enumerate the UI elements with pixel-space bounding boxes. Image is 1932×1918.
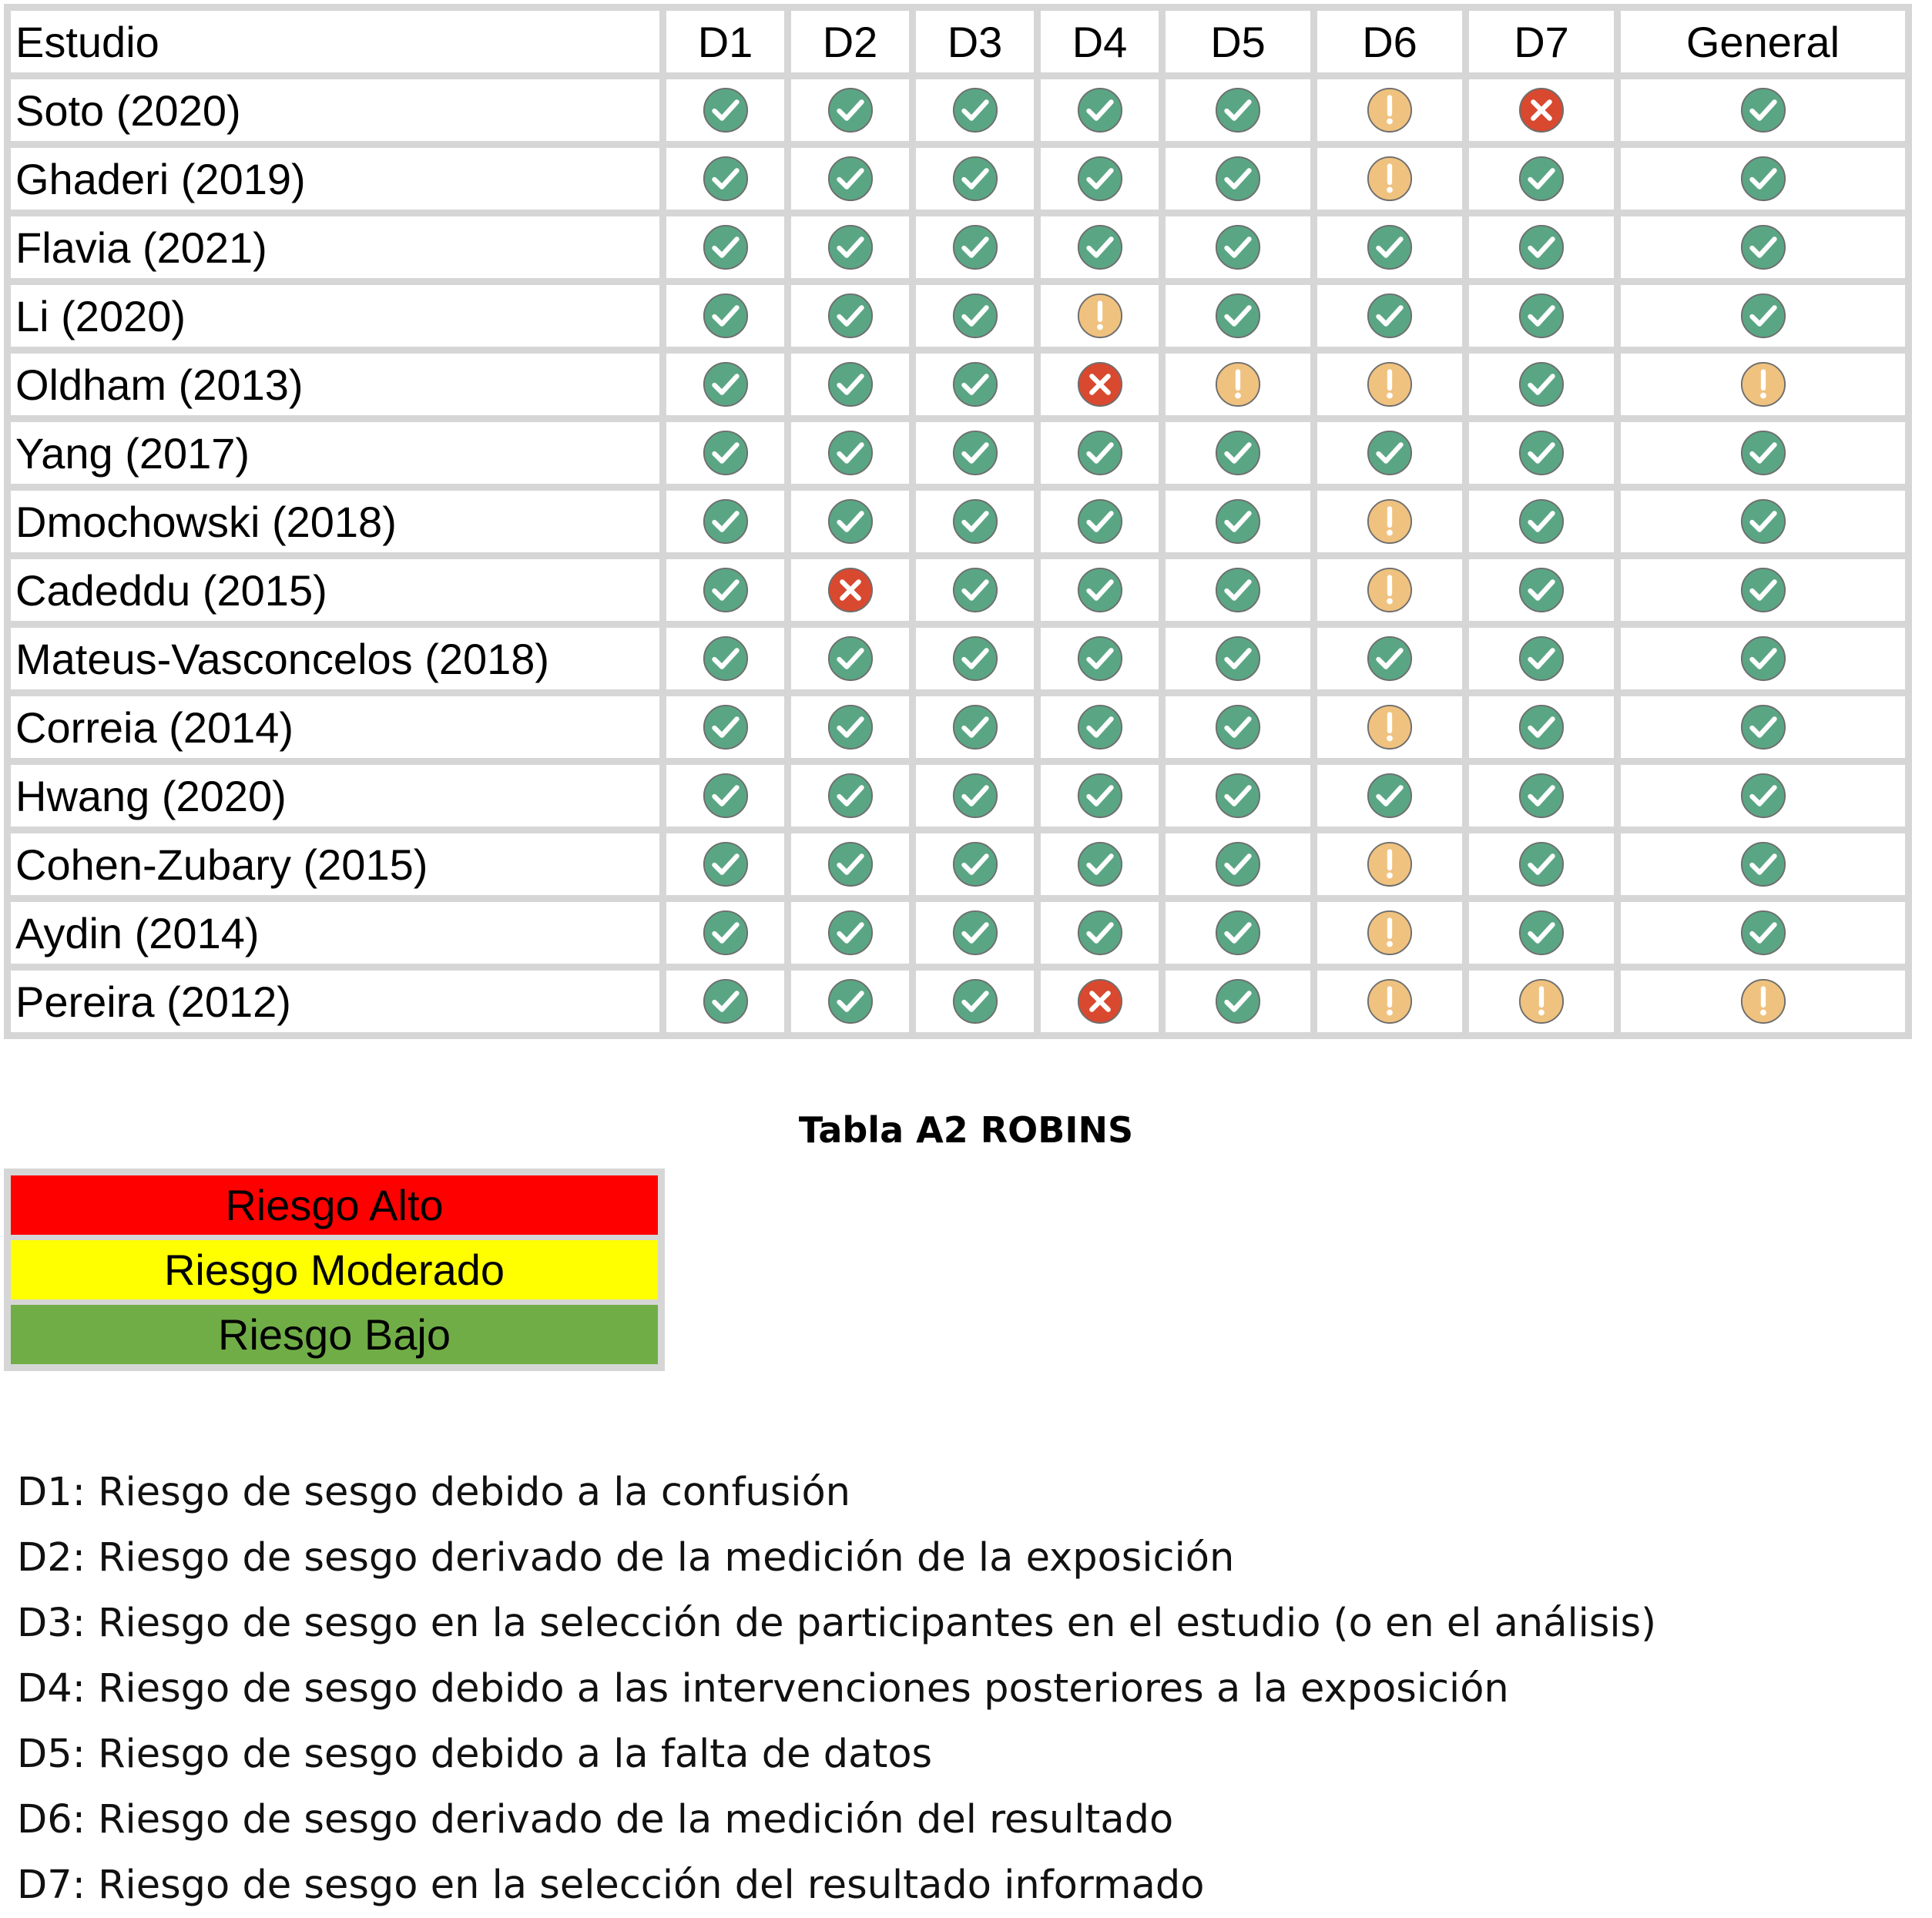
check-icon <box>1518 360 1565 408</box>
rating-cell <box>1041 285 1159 347</box>
exclamation-icon <box>1366 566 1414 614</box>
study-name: Pereira (2012) <box>11 971 659 1032</box>
rating-cell <box>916 148 1034 210</box>
rating-cell <box>1469 491 1614 552</box>
rating-cell <box>1469 354 1614 415</box>
check-icon <box>1214 977 1262 1025</box>
header-d2: D2 <box>791 11 909 72</box>
rating-cell <box>791 491 909 552</box>
definition-d7: D7: Riesgo de sesgo en la selección del resultado informado <box>17 1863 1205 1908</box>
domain-definitions <box>17 1460 1656 1918</box>
rating-cell <box>666 422 784 484</box>
study-name: Aydin (2014) <box>11 902 659 964</box>
check-icon <box>1518 429 1565 477</box>
cross-icon <box>1076 977 1124 1025</box>
legend <box>4 1169 665 1371</box>
rating-cell <box>666 491 784 552</box>
check-icon <box>827 155 874 203</box>
check-icon <box>1214 155 1262 203</box>
table-row <box>11 422 1905 484</box>
check-icon <box>1518 223 1565 271</box>
check-icon <box>1739 292 1787 340</box>
rating-cell <box>1166 628 1310 689</box>
rating-cell <box>666 696 784 758</box>
check-icon <box>1076 223 1124 271</box>
rating-cell <box>1317 765 1462 827</box>
study-name: Soto (2020) <box>11 79 659 141</box>
check-icon <box>1739 155 1787 203</box>
rating-cell <box>1166 902 1310 964</box>
check-icon <box>1076 429 1124 477</box>
rating-cell <box>1041 422 1159 484</box>
check-icon <box>1739 703 1787 751</box>
check-icon <box>1076 772 1124 820</box>
cross-icon <box>1518 86 1565 134</box>
check-icon <box>1739 635 1787 682</box>
table-row <box>11 833 1905 895</box>
legend-item-high: Riesgo Alto <box>11 1175 658 1235</box>
rating-cell <box>1621 422 1905 484</box>
rating-cell <box>1317 833 1462 895</box>
check-icon <box>1214 429 1262 477</box>
table-row <box>11 559 1905 621</box>
check-icon <box>1366 429 1414 477</box>
table-body <box>11 11 1905 1032</box>
header-d1: D1 <box>666 11 784 72</box>
rating-cell <box>1041 216 1159 278</box>
rating-cell <box>916 833 1034 895</box>
table-row <box>11 148 1905 210</box>
rating-cell <box>1166 696 1310 758</box>
rating-cell <box>1469 902 1614 964</box>
check-icon <box>951 155 999 203</box>
rating-cell <box>1166 971 1310 1032</box>
rating-cell <box>1166 216 1310 278</box>
table-row <box>11 216 1905 278</box>
check-icon <box>1518 909 1565 957</box>
rating-cell <box>666 833 784 895</box>
definition-d6: D6: Riesgo de sesgo derivado de la medición del resultado <box>17 1797 1174 1843</box>
rating-cell <box>666 285 784 347</box>
rating-cell <box>1621 491 1905 552</box>
check-icon <box>827 977 874 1025</box>
rating-cell <box>1469 765 1614 827</box>
check-icon <box>951 840 999 888</box>
exclamation-icon <box>1518 977 1565 1025</box>
table-row <box>11 628 1905 689</box>
rating-cell <box>1621 765 1905 827</box>
exclamation-icon <box>1214 360 1262 408</box>
check-icon <box>1739 566 1787 614</box>
check-icon <box>1214 772 1262 820</box>
rating-cell <box>791 696 909 758</box>
rating-cell <box>1621 148 1905 210</box>
check-icon <box>1518 635 1565 682</box>
study-name: Oldham (2013) <box>11 354 659 415</box>
rating-cell <box>666 354 784 415</box>
rating-cell <box>1317 696 1462 758</box>
check-icon <box>702 498 750 545</box>
study-name: Hwang (2020) <box>11 765 659 827</box>
check-icon <box>1518 703 1565 751</box>
rating-cell <box>791 833 909 895</box>
check-icon <box>951 977 999 1025</box>
check-icon <box>1366 772 1414 820</box>
table-row <box>11 902 1905 964</box>
check-icon <box>951 292 999 340</box>
check-icon <box>702 429 750 477</box>
rating-cell <box>1166 422 1310 484</box>
rating-cell <box>916 902 1034 964</box>
study-name: Ghaderi (2019) <box>11 148 659 210</box>
rating-cell <box>1317 216 1462 278</box>
check-icon <box>1214 498 1262 545</box>
check-icon <box>702 566 750 614</box>
check-icon <box>1214 223 1262 271</box>
rating-cell <box>1317 79 1462 141</box>
rating-cell <box>1166 833 1310 895</box>
rating-cell <box>791 971 909 1032</box>
check-icon <box>1366 292 1414 340</box>
rating-cell <box>1469 833 1614 895</box>
rating-cell <box>1621 79 1905 141</box>
rating-cell <box>791 559 909 621</box>
header-d5: D5 <box>1166 11 1310 72</box>
definition-d2: D2: Riesgo de sesgo derivado de la medición de la exposición <box>17 1535 1235 1581</box>
check-icon <box>951 635 999 682</box>
check-icon <box>1739 223 1787 271</box>
check-icon <box>1739 498 1787 545</box>
rating-cell <box>1317 148 1462 210</box>
check-icon <box>827 360 874 408</box>
rating-cell <box>1317 491 1462 552</box>
check-icon <box>702 292 750 340</box>
rating-cell <box>1041 559 1159 621</box>
check-icon <box>951 703 999 751</box>
check-icon <box>1214 635 1262 682</box>
rating-cell <box>1041 765 1159 827</box>
check-icon <box>951 360 999 408</box>
header-d3: D3 <box>916 11 1034 72</box>
study-name: Dmochowski (2018) <box>11 491 659 552</box>
exclamation-icon <box>1366 909 1414 957</box>
check-icon <box>1076 840 1124 888</box>
rating-cell <box>666 148 784 210</box>
rating-cell <box>666 628 784 689</box>
check-icon <box>827 223 874 271</box>
check-icon <box>1076 909 1124 957</box>
check-icon <box>1214 703 1262 751</box>
check-icon <box>951 566 999 614</box>
table-row <box>11 971 1905 1032</box>
rating-cell <box>666 902 784 964</box>
rating-cell <box>1621 833 1905 895</box>
rating-cell <box>1166 559 1310 621</box>
check-icon <box>951 772 999 820</box>
exclamation-icon <box>1076 292 1124 340</box>
check-icon <box>827 292 874 340</box>
rating-cell <box>791 354 909 415</box>
check-icon <box>951 86 999 134</box>
rating-cell <box>666 79 784 141</box>
rating-cell <box>1469 971 1614 1032</box>
legend-item-moderate: Riesgo Moderado <box>11 1240 658 1299</box>
study-name: Cohen-Zubary (2015) <box>11 833 659 895</box>
rating-cell <box>1041 79 1159 141</box>
exclamation-icon <box>1366 703 1414 751</box>
rating-cell <box>916 216 1034 278</box>
rating-cell <box>1621 285 1905 347</box>
definition-d4: D4: Riesgo de sesgo debido a las intervenciones posteriores a la exposición <box>17 1666 1509 1712</box>
definition-d5: D5: Riesgo de sesgo debido a la falta de datos <box>17 1732 933 1777</box>
table-row <box>11 79 1905 141</box>
rating-cell <box>1317 285 1462 347</box>
check-icon <box>1518 292 1565 340</box>
check-icon <box>1076 86 1124 134</box>
header-row <box>11 11 1905 72</box>
rating-cell <box>1621 216 1905 278</box>
definition-d1: D1: Riesgo de sesgo debido a la confusión <box>17 1470 851 1515</box>
check-icon <box>827 635 874 682</box>
rating-cell <box>791 285 909 347</box>
header-estudio: Estudio <box>11 11 659 72</box>
rating-cell <box>1166 491 1310 552</box>
check-icon <box>1366 223 1414 271</box>
rating-cell <box>916 79 1034 141</box>
check-icon <box>1076 703 1124 751</box>
check-icon <box>827 86 874 134</box>
check-icon <box>827 840 874 888</box>
rating-cell <box>1166 765 1310 827</box>
rating-cell <box>666 559 784 621</box>
rating-cell <box>666 765 784 827</box>
check-icon <box>1739 772 1787 820</box>
rating-cell <box>1469 628 1614 689</box>
rating-cell <box>1621 696 1905 758</box>
check-icon <box>827 909 874 957</box>
rating-cell <box>1621 902 1905 964</box>
check-icon <box>1076 155 1124 203</box>
exclamation-icon <box>1366 360 1414 408</box>
rating-cell <box>1621 628 1905 689</box>
exclamation-icon <box>1366 86 1414 134</box>
table-row <box>11 491 1905 552</box>
check-icon <box>827 703 874 751</box>
rating-cell <box>1469 285 1614 347</box>
rating-cell <box>1621 971 1905 1032</box>
table-row <box>11 354 1905 415</box>
check-icon <box>702 840 750 888</box>
definition-d3: D3: Riesgo de sesgo en la selección de participantes en el estudio (o en el análisis) <box>17 1601 1657 1646</box>
rating-cell <box>791 765 909 827</box>
exclamation-icon <box>1739 977 1787 1025</box>
table-row <box>11 765 1905 827</box>
rating-cell <box>1041 833 1159 895</box>
check-icon <box>702 86 750 134</box>
header-d7: D7 <box>1469 11 1614 72</box>
check-icon <box>702 223 750 271</box>
header-general: General <box>1621 11 1905 72</box>
check-icon <box>702 360 750 408</box>
cross-icon <box>827 566 874 614</box>
rating-cell <box>1041 148 1159 210</box>
rating-cell <box>1166 285 1310 347</box>
check-icon <box>951 909 999 957</box>
rating-cell <box>1621 559 1905 621</box>
rating-cell <box>1041 971 1159 1032</box>
rating-cell <box>1166 354 1310 415</box>
rating-cell <box>1469 79 1614 141</box>
rating-cell <box>1469 148 1614 210</box>
rating-cell <box>916 765 1034 827</box>
risk-of-bias-table <box>4 4 1912 1039</box>
check-icon <box>1214 840 1262 888</box>
legend-item-low: Riesgo Bajo <box>11 1305 658 1364</box>
rating-cell <box>916 285 1034 347</box>
exclamation-icon <box>1366 977 1414 1025</box>
rating-cell <box>916 971 1034 1032</box>
rating-cell <box>791 422 909 484</box>
check-icon <box>1739 86 1787 134</box>
cross-icon <box>1076 360 1124 408</box>
rating-cell <box>1469 559 1614 621</box>
rating-cell <box>916 696 1034 758</box>
check-icon <box>1739 840 1787 888</box>
rating-cell <box>1317 559 1462 621</box>
rating-cell <box>1317 354 1462 415</box>
check-icon <box>1076 635 1124 682</box>
study-name: Yang (2017) <box>11 422 659 484</box>
rating-cell <box>1317 628 1462 689</box>
rating-cell <box>791 628 909 689</box>
check-icon <box>702 155 750 203</box>
check-icon <box>702 703 750 751</box>
rating-cell <box>791 902 909 964</box>
check-icon <box>1076 498 1124 545</box>
rating-cell <box>791 79 909 141</box>
rating-cell <box>1041 902 1159 964</box>
rating-cell <box>1621 354 1905 415</box>
study-name: Flavia (2021) <box>11 216 659 278</box>
rating-cell <box>916 354 1034 415</box>
rating-cell <box>1041 354 1159 415</box>
check-icon <box>1518 155 1565 203</box>
rating-cell <box>1166 148 1310 210</box>
study-name: Li (2020) <box>11 285 659 347</box>
check-icon <box>702 909 750 957</box>
rating-cell <box>916 559 1034 621</box>
study-name: Cadeddu (2015) <box>11 559 659 621</box>
rating-cell <box>1041 628 1159 689</box>
table-title: Tabla A2 ROBINS <box>798 1109 1134 1151</box>
table-row <box>11 285 1905 347</box>
check-icon <box>1518 566 1565 614</box>
check-icon <box>1366 635 1414 682</box>
check-icon <box>1739 429 1787 477</box>
exclamation-icon <box>1366 155 1414 203</box>
rating-cell <box>1469 216 1614 278</box>
check-icon <box>827 429 874 477</box>
rating-cell <box>916 491 1034 552</box>
rating-cell <box>1317 971 1462 1032</box>
check-icon <box>827 772 874 820</box>
study-name: Mateus-Vasconcelos (2018) <box>11 628 659 689</box>
rating-cell <box>666 216 784 278</box>
check-icon <box>702 635 750 682</box>
header-d6: D6 <box>1317 11 1462 72</box>
check-icon <box>1739 909 1787 957</box>
check-icon <box>1214 86 1262 134</box>
rating-cell <box>791 148 909 210</box>
header-d4: D4 <box>1041 11 1159 72</box>
rating-cell <box>791 216 909 278</box>
rating-cell <box>916 422 1034 484</box>
rating-cell <box>1469 696 1614 758</box>
check-icon <box>1518 498 1565 545</box>
exclamation-icon <box>1366 498 1414 545</box>
check-icon <box>1214 292 1262 340</box>
exclamation-icon <box>1739 360 1787 408</box>
rating-cell <box>916 628 1034 689</box>
rating-cell <box>1469 422 1614 484</box>
rating-cell <box>1041 491 1159 552</box>
rating-cell <box>1317 422 1462 484</box>
check-icon <box>1214 909 1262 957</box>
rating-cell <box>666 971 784 1032</box>
rating-cell <box>1317 902 1462 964</box>
check-icon <box>827 498 874 545</box>
table-row <box>11 696 1905 758</box>
check-icon <box>1518 772 1565 820</box>
check-icon <box>951 429 999 477</box>
check-icon <box>702 772 750 820</box>
rating-cell <box>1041 696 1159 758</box>
check-icon <box>951 498 999 545</box>
check-icon <box>1518 840 1565 888</box>
check-icon <box>702 977 750 1025</box>
check-icon <box>951 223 999 271</box>
exclamation-icon <box>1366 840 1414 888</box>
study-name: Correia (2014) <box>11 696 659 758</box>
check-icon <box>1076 566 1124 614</box>
check-icon <box>1214 566 1262 614</box>
rating-cell <box>1166 79 1310 141</box>
